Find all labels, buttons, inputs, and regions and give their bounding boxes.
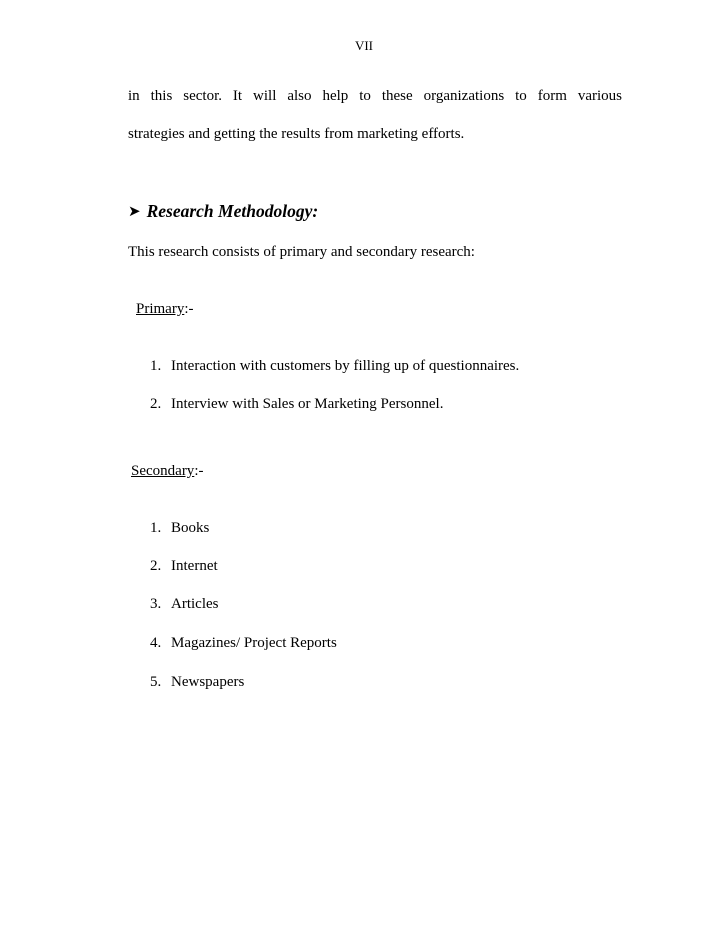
list-item-number: 4. (150, 635, 162, 651)
list-item-text: Magazines/ Project Reports (171, 635, 337, 651)
secondary-list-item (150, 673, 244, 692)
list-item-number: 1. (150, 358, 162, 374)
list-item-number: 3. (150, 596, 162, 612)
secondary-list-item (150, 557, 218, 576)
intro-line-2: strategies and getting the results from marketing efforts. (128, 126, 465, 142)
arrow-bullet-icon: ➤ (128, 202, 141, 220)
secondary-list-item (150, 595, 218, 614)
list-item-number: 5. (150, 674, 162, 690)
secondary-label: Secondary (131, 463, 195, 479)
list-item-text: Interview with Sales or Marketing Personnel. (171, 396, 444, 412)
secondary-suffix: :- (194, 463, 204, 479)
list-item-text: Books (171, 520, 210, 536)
section-heading (128, 201, 318, 222)
primary-list-item (150, 395, 443, 414)
list-item-number: 2. (150, 558, 162, 574)
primary-suffix: :- (184, 301, 194, 317)
secondary-list-item (150, 519, 209, 538)
primary-list-item (150, 357, 519, 376)
list-item-text: Interaction with customers by filling up of questionnaires. (171, 358, 520, 374)
primary-subheading (136, 300, 194, 319)
page-number: VII (354, 38, 374, 53)
list-item-text: Newspapers (171, 674, 245, 690)
section-heading-text: Research Methodology: (146, 201, 319, 221)
section-description: This research consists of primary and secondary research: (128, 244, 475, 260)
intro-line-1: in this sector. It will also help to these organizations to form various (128, 88, 622, 104)
list-item-number: 1. (150, 520, 162, 536)
primary-label: Primary (136, 301, 185, 317)
secondary-list-item (150, 634, 337, 653)
list-item-text: Articles (171, 596, 219, 612)
list-item-number: 2. (150, 396, 162, 412)
list-item-text: Internet (171, 558, 218, 574)
secondary-subheading (131, 462, 203, 481)
